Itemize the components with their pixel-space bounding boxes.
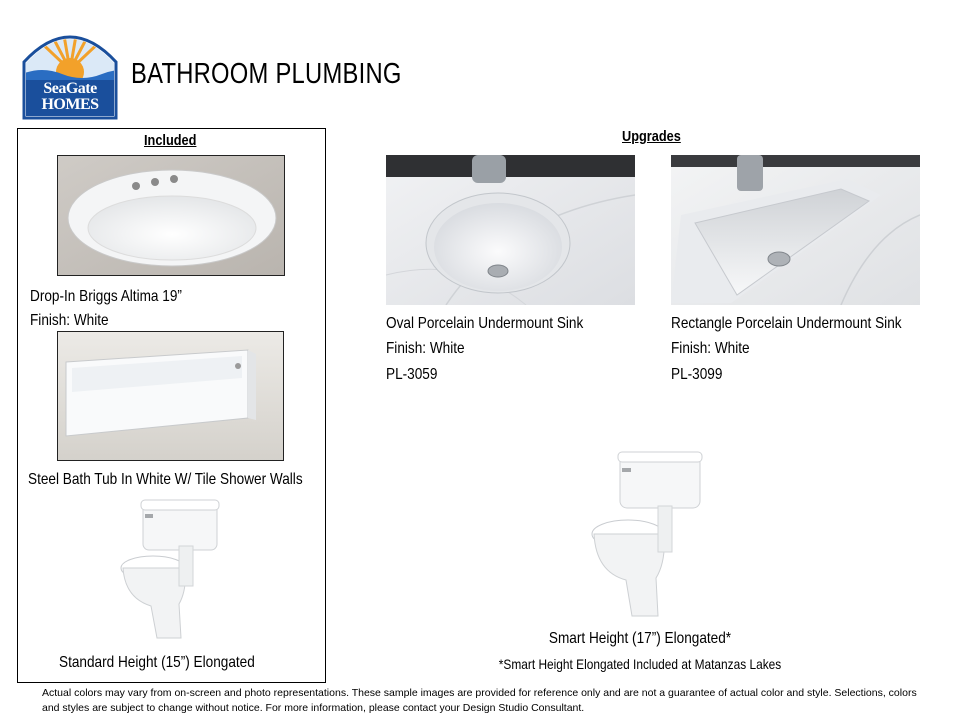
logo-text-homes: HOMES bbox=[41, 96, 99, 113]
rectangle-sink-finish: Finish: White bbox=[671, 340, 750, 357]
smart-height-toilet-note: *Smart Height Elongated Included at Matanzas Lakes bbox=[498, 656, 782, 672]
page-title: BATHROOM PLUMBING bbox=[131, 58, 402, 90]
standard-toilet-photo bbox=[113, 498, 225, 646]
bath-tub-name: Steel Bath Tub In White W/ Tile Shower Walls bbox=[28, 471, 303, 488]
smart-height-toilet-name: Smart Height (17”) Elongated* bbox=[548, 630, 732, 647]
logo-text-seagate: SeaGate bbox=[43, 80, 97, 97]
included-heading: Included bbox=[144, 132, 197, 149]
bath-tub-photo bbox=[57, 331, 284, 461]
seagate-homes-logo bbox=[22, 22, 118, 120]
drop-in-sink-finish: Finish: White bbox=[30, 312, 109, 329]
oval-sink-photo bbox=[386, 155, 635, 305]
rectangle-sink-name: Rectangle Porcelain Undermount Sink bbox=[671, 315, 902, 332]
smart-height-toilet-photo bbox=[584, 450, 706, 622]
rectangle-sink-code: PL-3099 bbox=[671, 366, 723, 383]
drop-in-sink-photo bbox=[57, 155, 285, 276]
standard-toilet-name: Standard Height (15”) Elongated bbox=[59, 654, 255, 671]
oval-sink-finish: Finish: White bbox=[386, 340, 465, 357]
drop-in-sink-name: Drop-In Briggs Altima 19” bbox=[30, 288, 182, 305]
oval-sink-name: Oval Porcelain Undermount Sink bbox=[386, 315, 584, 332]
upgrades-heading: Upgrades bbox=[622, 128, 681, 145]
oval-sink-code: PL-3059 bbox=[386, 366, 438, 383]
footer-disclaimer: Actual colors may vary from on-screen and photo representations. These sample images are provided for reference only and are not a guarantee of actual color and style. Selections, colors and styles are subject to change without notice. For more information, please contact your Design Studio Consultant. bbox=[42, 687, 917, 714]
rectangle-sink-photo bbox=[671, 155, 920, 305]
